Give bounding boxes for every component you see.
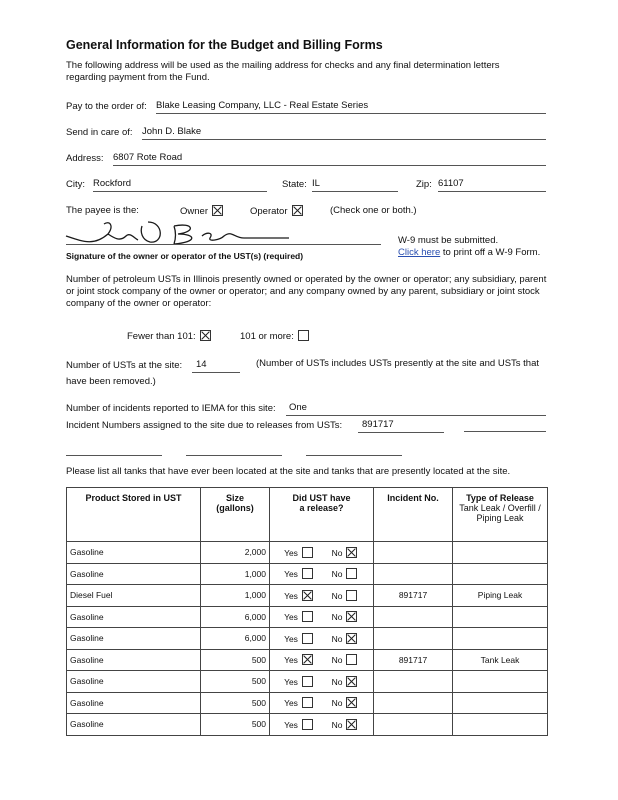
table-row	[67, 542, 548, 564]
cell-incident[interactable]	[374, 563, 453, 585]
petroleum-question: Number of petroleum USTs in Illinois presently owned or operated by the owner or operator; any subsidiary, parent or joint stock company of the owner or operator; and any company owned by any parent, subsidiary or joint stock company of the owner or operator:	[66, 274, 547, 309]
payee-label: The payee is the:	[66, 205, 139, 216]
city-field[interactable]	[93, 178, 267, 192]
w9-note: W-9 must be submitted.	[398, 235, 499, 246]
fewer-option	[127, 330, 211, 342]
cell-incident[interactable]: 891717	[374, 585, 453, 607]
page-title: General Information for the Budget and Billing Forms	[66, 38, 383, 52]
cell-release	[270, 714, 374, 736]
city-value: Rockford	[93, 178, 132, 189]
cell-product: Gasoline	[67, 692, 201, 714]
no-label: No	[331, 547, 343, 558]
release-no-checkbox[interactable]	[346, 719, 357, 730]
cell-product: Gasoline	[67, 606, 201, 628]
signature-caption: Signature of the owner or operator of the UST(s) (required)	[66, 251, 304, 261]
yes-label: Yes	[284, 547, 298, 558]
address-field[interactable]	[113, 152, 546, 166]
pay-to-value: Blake Leasing Company, LLC - Real Estate Series	[156, 100, 369, 111]
cell-product: Gasoline	[67, 714, 201, 736]
usts-label: Number of USTs at the site:	[66, 360, 183, 371]
release-yes-checkbox[interactable]	[302, 590, 313, 601]
intro-text: The following address will be used as the mailing address for checks and any final determination letters regarding payment from the Fund.	[66, 60, 500, 83]
owner-label: Owner	[180, 206, 208, 217]
cell-release-type[interactable]	[453, 628, 548, 650]
tank-table	[66, 487, 548, 736]
send-care-field[interactable]	[142, 126, 546, 140]
cell-incident[interactable]	[374, 671, 453, 693]
cell-incident[interactable]	[374, 714, 453, 736]
cell-size: 6,000	[201, 628, 270, 650]
zip-value: 61107	[438, 178, 464, 189]
incident-numbers-label: Incident Numbers assigned to the site due to releases from USTs:	[66, 420, 343, 431]
fewer-checkbox[interactable]	[200, 330, 211, 341]
no-label: No	[331, 590, 343, 601]
table-row	[67, 606, 548, 628]
cell-product: Gasoline	[67, 542, 201, 564]
release-yes-checkbox[interactable]	[302, 697, 313, 708]
cell-release	[270, 671, 374, 693]
release-yes-checkbox[interactable]	[302, 633, 313, 644]
address-label: Address:	[66, 153, 104, 164]
cell-release	[270, 692, 374, 714]
yes-label: Yes	[284, 698, 298, 709]
usts-note-2: have been removed.)	[66, 376, 156, 387]
col-header-release: Did UST have a release?	[270, 488, 374, 542]
release-no-checkbox[interactable]	[346, 611, 357, 622]
more-label: 101 or more:	[240, 331, 294, 342]
table-row	[67, 671, 548, 693]
no-label: No	[331, 676, 343, 687]
release-yes-checkbox[interactable]	[302, 719, 313, 730]
release-no-checkbox[interactable]	[346, 633, 357, 644]
pay-to-field[interactable]	[156, 100, 546, 114]
release-no-checkbox[interactable]	[346, 654, 357, 665]
cell-size: 500	[201, 649, 270, 671]
col-header-product: Product Stored in UST	[67, 488, 201, 542]
cell-product: Gasoline	[67, 563, 201, 585]
col-header-type	[453, 488, 548, 542]
release-no-checkbox[interactable]	[346, 697, 357, 708]
incidents-label: Number of incidents reported to IEMA for this site:	[66, 403, 276, 414]
fewer-label: Fewer than 101:	[127, 331, 196, 342]
release-yes-checkbox[interactable]	[302, 568, 313, 579]
cell-incident[interactable]	[374, 542, 453, 564]
cell-incident[interactable]	[374, 692, 453, 714]
cell-size: 500	[201, 714, 270, 736]
state-value: IL	[312, 178, 320, 189]
table-row	[67, 649, 548, 671]
tank-table-body	[67, 542, 548, 736]
list-prompt: Please list all tanks that have ever been located at the site and tanks that are presently located at the site.	[66, 466, 511, 477]
incident-number-field-1[interactable]	[358, 419, 444, 433]
more-checkbox[interactable]	[298, 330, 309, 341]
yes-label: Yes	[284, 569, 298, 580]
payee-note: (Check one or both.)	[330, 205, 417, 216]
yes-label: Yes	[284, 590, 298, 601]
more-option	[240, 330, 309, 342]
table-row	[67, 714, 548, 736]
release-no-checkbox[interactable]	[346, 676, 357, 687]
usts-value: 14	[196, 359, 207, 370]
state-label: State:	[282, 179, 307, 190]
no-label: No	[331, 655, 343, 666]
release-no-checkbox[interactable]	[346, 590, 357, 601]
cell-incident[interactable]: 891717	[374, 649, 453, 671]
cell-size: 500	[201, 692, 270, 714]
cell-release-type[interactable]	[453, 692, 548, 714]
cell-incident[interactable]	[374, 628, 453, 650]
usts-field[interactable]	[192, 359, 240, 373]
send-care-label: Send in care of:	[66, 127, 133, 138]
release-yes-checkbox[interactable]	[302, 547, 313, 558]
cell-release	[270, 649, 374, 671]
cell-size: 6,000	[201, 606, 270, 628]
w9-instruction	[398, 247, 540, 258]
table-header-row	[67, 488, 548, 542]
cell-release	[270, 606, 374, 628]
col-header-size: Size (gallons)	[201, 488, 270, 542]
col-header-incident: Incident No.	[374, 488, 453, 542]
cell-size: 1,000	[201, 563, 270, 585]
w9-rest: to print off a W-9 Form.	[442, 247, 541, 258]
cell-size: 2,000	[201, 542, 270, 564]
state-field[interactable]	[312, 178, 398, 192]
zip-label: Zip:	[416, 179, 432, 190]
col-header-type-title: Type of Release	[466, 493, 534, 503]
col-header-type-sub: Tank Leak / Overfill / Piping Leak	[459, 503, 541, 523]
cell-incident[interactable]	[374, 606, 453, 628]
incidents-value: One	[289, 402, 307, 413]
no-label: No	[331, 698, 343, 709]
yes-label: Yes	[284, 633, 298, 644]
no-label: No	[331, 633, 343, 644]
release-yes-checkbox[interactable]	[302, 676, 313, 687]
cell-product: Gasoline	[67, 628, 201, 650]
incident-number-value: 891717	[362, 419, 394, 430]
release-yes-checkbox[interactable]	[302, 611, 313, 622]
table-row	[67, 628, 548, 650]
city-label: City:	[66, 179, 85, 190]
table-row	[67, 692, 548, 714]
address-value: 6807 Rote Road	[113, 152, 183, 163]
release-yes-checkbox[interactable]	[302, 654, 313, 665]
operator-label: Operator	[250, 206, 288, 217]
cell-release-type[interactable]	[453, 606, 548, 628]
cell-release-type[interactable]: Piping Leak	[453, 585, 548, 607]
yes-label: Yes	[284, 612, 298, 623]
cell-product: Gasoline	[67, 649, 201, 671]
signature-line[interactable]	[66, 244, 381, 245]
send-care-value: John D. Blake	[142, 126, 202, 137]
pay-to-label: Pay to the order of:	[66, 101, 147, 112]
cell-release-type[interactable]	[453, 542, 548, 564]
yes-label: Yes	[284, 655, 298, 666]
incident-number-field-4[interactable]	[186, 455, 282, 456]
no-label: No	[331, 569, 343, 580]
yes-label: Yes	[284, 676, 298, 687]
no-label: No	[331, 612, 343, 623]
zip-field[interactable]	[438, 178, 546, 192]
cell-release-type[interactable]	[453, 671, 548, 693]
table-row	[67, 563, 548, 585]
cell-size: 1,000	[201, 585, 270, 607]
release-no-checkbox[interactable]	[346, 547, 357, 558]
table-row	[67, 585, 548, 607]
cell-release	[270, 585, 374, 607]
cell-release	[270, 542, 374, 564]
cell-product: Diesel Fuel	[67, 585, 201, 607]
no-label: No	[331, 719, 343, 730]
cell-release	[270, 563, 374, 585]
incident-number-field-3[interactable]	[66, 455, 162, 456]
w9-link[interactable]: Click here	[398, 247, 441, 258]
yes-label: Yes	[284, 719, 298, 730]
cell-release-type[interactable]	[453, 563, 548, 585]
release-no-checkbox[interactable]	[346, 568, 357, 579]
incident-number-field-2[interactable]	[464, 431, 546, 432]
cell-release	[270, 628, 374, 650]
incidents-field[interactable]	[286, 402, 546, 416]
usts-note: (Number of USTs includes USTs presently at the site and USTs that	[256, 358, 540, 369]
cell-release-type[interactable]	[453, 714, 548, 736]
incident-number-field-5[interactable]	[306, 455, 402, 456]
cell-product: Gasoline	[67, 671, 201, 693]
cell-size: 500	[201, 671, 270, 693]
cell-release-type[interactable]: Tank Leak	[453, 649, 548, 671]
